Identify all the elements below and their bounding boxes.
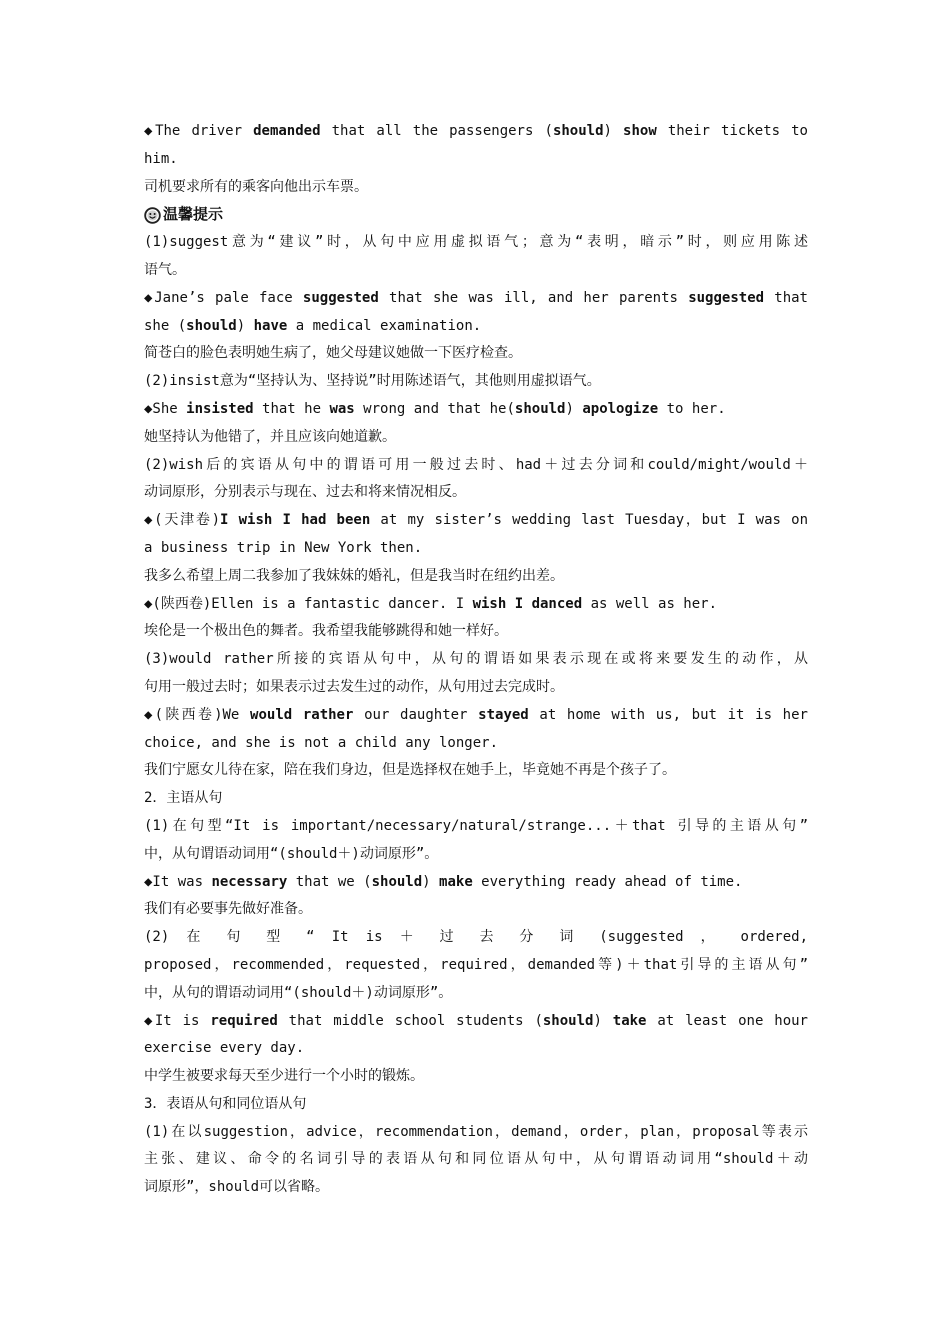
emphasized-text: should xyxy=(186,317,237,334)
emphasized-text: should xyxy=(371,873,423,890)
text-segment: ) xyxy=(603,123,624,139)
text-segment: that she was ill, and her parents xyxy=(378,289,689,306)
text-line xyxy=(144,368,808,396)
text-segment: everything ready ahead of time. xyxy=(472,873,743,890)
text-line xyxy=(144,452,808,480)
text-segment: ◆It was xyxy=(144,873,212,890)
text-segment: ) xyxy=(422,873,440,890)
text-line xyxy=(144,174,808,202)
text-segment: 词原形”，should可以省略。 xyxy=(144,1179,330,1196)
text-line xyxy=(144,924,808,952)
emphasized-text: wish I danced xyxy=(472,595,583,612)
text-segment: proposed，recommended，requested，required，demanded等)＋that引导的主语从句” xyxy=(144,956,808,973)
text-line xyxy=(144,1035,808,1063)
text-line xyxy=(144,229,808,257)
text-line xyxy=(144,535,808,563)
tip-label: 温馨提示 xyxy=(163,205,224,224)
text-line xyxy=(144,591,808,619)
text-segment: ◆She xyxy=(144,400,187,417)
text-segment: 司机要求所有的乘客向他出示车票。 xyxy=(144,178,368,195)
text-segment: 我们宁愿女儿待在家，陪在我们身边，但是选择权在她手上，毕竟她不再是个孩子了。 xyxy=(144,762,676,779)
text-segment: (1)在句型“It is important/necessary/natural/strange...＋that 引导的主语从句” xyxy=(144,817,808,834)
text-segment: (1)suggest意为“建议”时，从句中应用虚拟语气；意为“表明，暗示”时，则应用陈述 xyxy=(144,234,808,251)
text-line xyxy=(144,896,808,924)
emphasized-text: stayed xyxy=(478,706,529,723)
text-segment: 中，从句谓语动词用“(should＋)动词原形”。 xyxy=(144,845,439,862)
text-line xyxy=(144,285,808,313)
text-segment: ◆(陕西卷)Ellen is a fantastic dancer. I xyxy=(144,595,473,612)
text-segment: ) xyxy=(593,1012,613,1029)
text-segment: (2)insist意为“坚持认为、坚持说”时用陈述语气，其他则用虚拟语气。 xyxy=(144,373,601,390)
text-line xyxy=(144,340,808,368)
document-body xyxy=(144,118,808,1202)
text-segment: 我多么希望上周二我参加了我妹妹的婚礼，但是我当时在纽约出差。 xyxy=(144,567,564,584)
smiley-icon xyxy=(144,207,161,224)
text-segment: ) xyxy=(236,317,254,334)
text-line xyxy=(144,118,808,146)
text-segment: 埃伦是一个极出色的舞者。我希望我能够跳得和她一样好。 xyxy=(144,623,508,640)
text-line xyxy=(144,424,808,452)
text-segment: 简苍白的脸色表明她生病了，她父母建议她做一下医疗检查。 xyxy=(144,345,522,362)
text-segment: a medical examination. xyxy=(287,317,482,334)
emphasized-text: would rather xyxy=(250,706,354,723)
text-line xyxy=(144,702,808,730)
text-segment: 句用一般过去时；如果表示过去发生过的动作，从句用过去完成时。 xyxy=(144,678,564,695)
text-segment: 我们有必要事先做好准备。 xyxy=(144,901,312,918)
text-line xyxy=(144,563,808,591)
text-segment: that all the passengers ( xyxy=(320,123,553,139)
text-segment: our daughter xyxy=(353,706,479,723)
text-line xyxy=(144,841,808,869)
text-line xyxy=(144,1119,808,1147)
text-line xyxy=(144,1063,808,1091)
text-segment: that middle school students ( xyxy=(277,1012,543,1029)
text-segment: that we ( xyxy=(287,873,372,890)
tip-heading xyxy=(144,201,808,229)
text-line xyxy=(144,646,808,674)
text-segment: 2．主语从句 xyxy=(144,790,223,807)
text-segment: ) xyxy=(565,400,583,417)
text-segment: ◆It is xyxy=(144,1012,211,1029)
text-line xyxy=(144,479,808,507)
text-line xyxy=(144,730,808,758)
emphasized-text: take xyxy=(612,1012,647,1029)
text-segment: she ( xyxy=(144,317,187,334)
text-segment: ◆(天津卷) xyxy=(144,512,220,529)
emphasized-text: should xyxy=(514,400,566,417)
text-segment: that xyxy=(764,289,808,306)
text-line xyxy=(144,257,808,285)
emphasized-text: have xyxy=(253,317,288,334)
text-line xyxy=(144,507,808,535)
text-line xyxy=(144,313,808,341)
emphasized-text: should xyxy=(552,123,604,139)
emphasized-text: I wish I had been xyxy=(220,512,371,529)
text-segment: (2) 在 句 型 “ It is ＋ 过 去 分 词 (suggested ， ordered, xyxy=(144,929,808,946)
text-segment: their tickets to xyxy=(656,123,808,139)
text-line xyxy=(144,757,808,785)
emphasized-text: show xyxy=(623,123,657,139)
emphasized-text: required xyxy=(210,1012,278,1029)
text-line xyxy=(144,1091,808,1119)
text-segment: ◆The driver xyxy=(144,123,254,139)
text-segment: choice, and she is not a child any longer. xyxy=(144,734,499,751)
text-line xyxy=(144,785,808,813)
emphasized-text: apologize xyxy=(582,400,659,417)
emphasized-text: should xyxy=(542,1012,594,1029)
emphasized-text: make xyxy=(439,873,473,890)
text-segment: at least one hour xyxy=(646,1012,808,1029)
text-segment: a business trip in New York then. xyxy=(144,539,423,556)
text-segment: 主张、建议、命令的名词引导的表语从句和同位语从句中，从句谓语动词用“should＋动 xyxy=(144,1151,808,1168)
emphasized-text: suggested xyxy=(688,289,765,306)
text-line xyxy=(144,1146,808,1174)
text-line xyxy=(144,952,808,980)
text-segment: (1)在以suggestion，advice，recommendation，demand，order，plan，proposal等表示 xyxy=(144,1123,808,1140)
text-segment: (3)would rather所接的宾语从句中，从句的谓语如果表示现在或将来要发生的动作，从 xyxy=(144,651,808,668)
text-line xyxy=(144,1174,808,1202)
emphasized-text: suggested xyxy=(302,289,379,306)
text-segment: wrong and that he( xyxy=(354,400,515,417)
text-line xyxy=(144,146,808,174)
text-segment: 她坚持认为他错了，并且应该向她道歉。 xyxy=(144,428,396,445)
text-segment: to her. xyxy=(658,400,726,417)
text-segment: (2)wish后的宾语从句中的谓语可用一般过去时、had＋过去分词和could/might/would＋ xyxy=(144,456,808,473)
text-segment: ◆Jane’s pale face xyxy=(144,289,303,306)
text-line xyxy=(144,618,808,646)
text-line xyxy=(144,674,808,702)
text-line xyxy=(144,813,808,841)
text-segment: 中学生被要求每天至少进行一个小时的锻炼。 xyxy=(144,1068,424,1085)
text-segment: at home with us, but it is her xyxy=(528,706,808,723)
emphasized-text: insisted xyxy=(186,400,254,417)
text-segment: 语气。 xyxy=(144,261,186,278)
text-segment: 中，从句的谓语动词用“(should＋)动词原形”。 xyxy=(144,984,453,1001)
text-line xyxy=(144,1008,808,1036)
text-line xyxy=(144,869,808,897)
emphasized-text: demanded xyxy=(253,123,321,139)
text-segment: that he xyxy=(253,400,330,417)
text-segment: as well as her. xyxy=(582,595,718,612)
text-line xyxy=(144,396,808,424)
text-segment: 3．表语从句和同位语从句 xyxy=(144,1095,307,1112)
emphasized-text: necessary xyxy=(211,873,288,890)
text-segment: exercise every day. xyxy=(144,1040,305,1057)
text-segment: him. xyxy=(144,150,178,167)
text-segment: ◆(陕西卷)We xyxy=(144,706,251,723)
text-line xyxy=(144,980,808,1008)
emphasized-text: was xyxy=(329,400,355,417)
text-segment: 动词原形，分别表示与现在、过去和将来情况相反。 xyxy=(144,484,466,501)
text-segment: at my sister’s wedding last Tuesday，but I was on xyxy=(370,512,808,529)
